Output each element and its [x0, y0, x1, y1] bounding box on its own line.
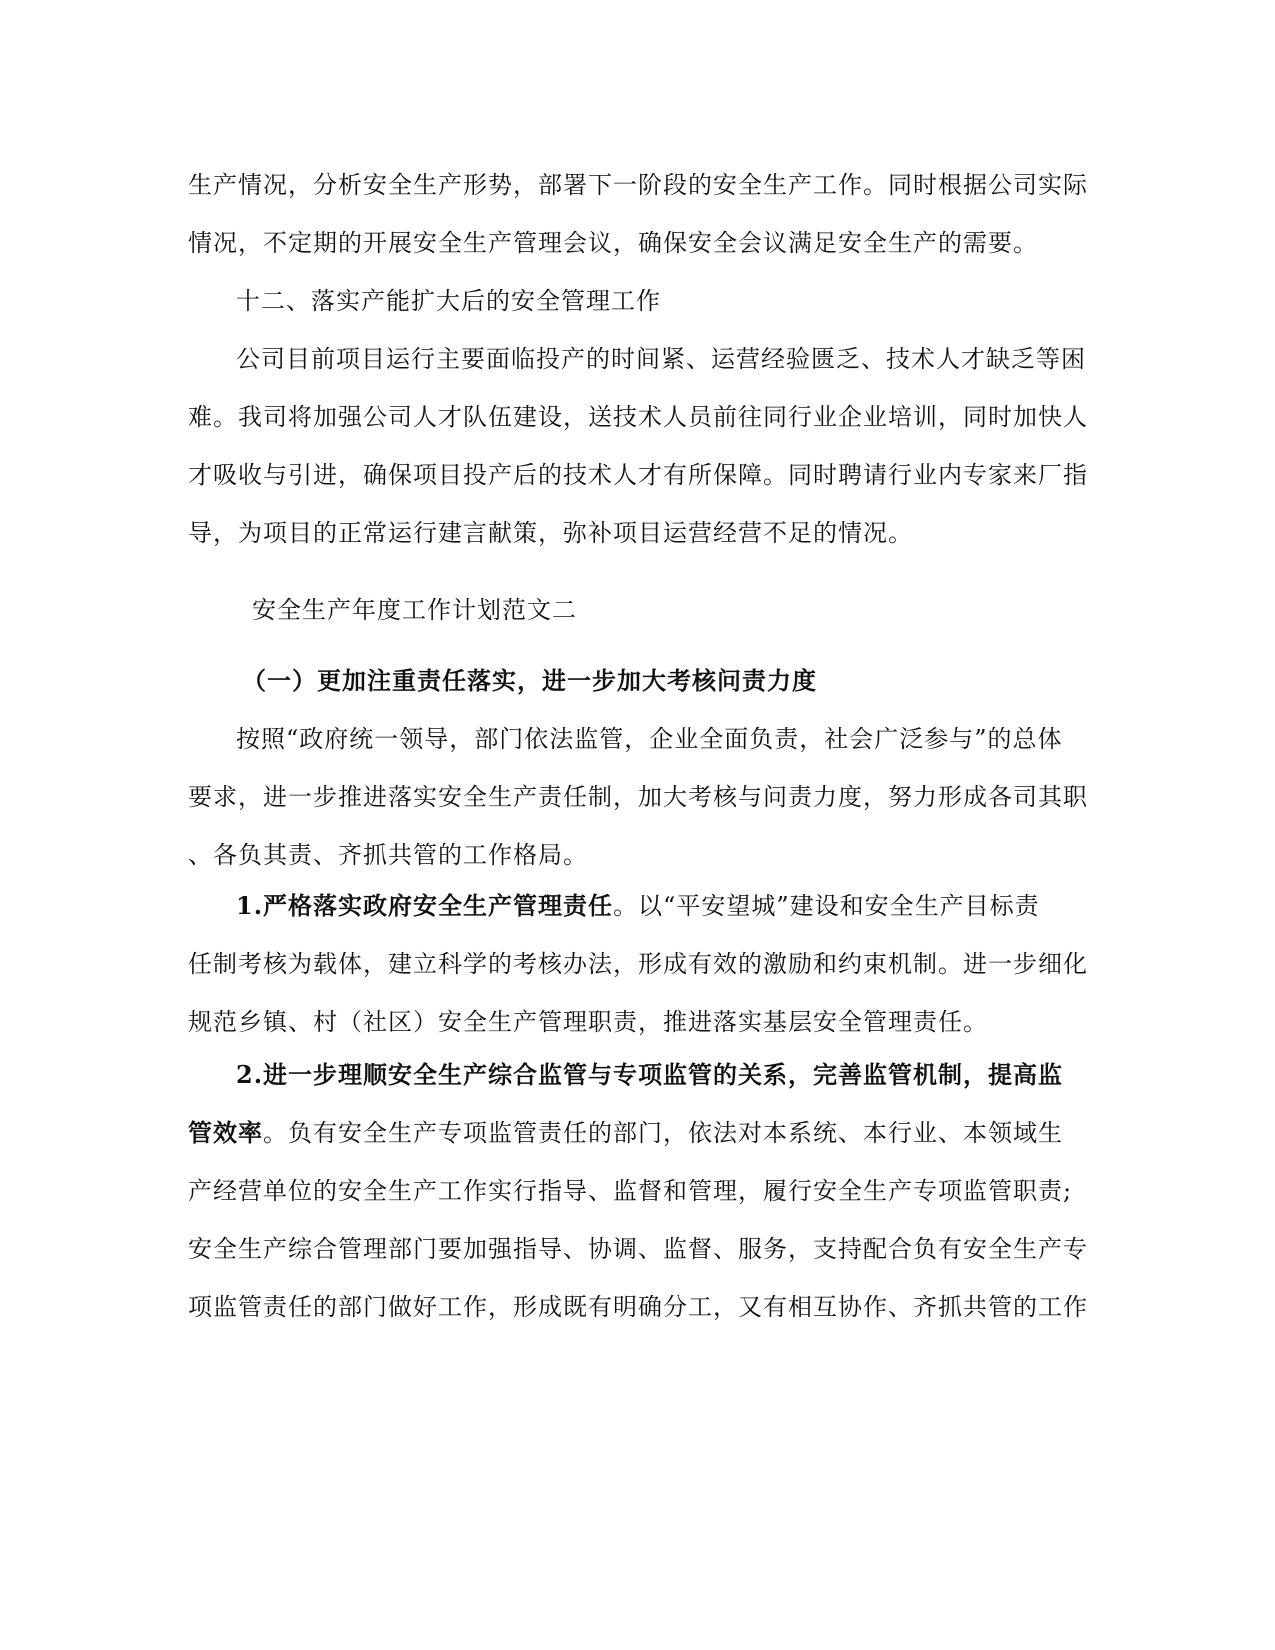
paragraph-requirements [188, 710, 1088, 884]
text-line: 生产情况，分析安全生产形势，部署下一阶段的安全生产工作。同时根据公司实际 [188, 171, 1088, 199]
text-line [188, 1104, 1088, 1162]
text-line: 公司目前项目运行主要面临投产的时间紧、运营经验匮乏、技术人才缺乏等困 [236, 345, 1086, 373]
item-lead-rest: 。负有安全生产专项监管责任的部门，依法对本系统、本行业、本领域生 [263, 1119, 1063, 1147]
item-lead-rest: 。以“平安望城”建设和安全生产目标责 [613, 892, 1040, 920]
item-lead-bold: 1.严格落实政府安全生产管理责任 [236, 891, 614, 920]
item-lead-bold: 2.进一步理顺安全生产综合监管与专项监管的关系，完善监管机制，提高监 [236, 1060, 1064, 1089]
section-heading-12 [188, 272, 1088, 330]
paragraph-continuation [188, 156, 1088, 272]
list-item-2 [188, 1046, 1088, 1336]
subsection-heading-text: （一）更加注重责任落实，进一步加大考核问责力度 [242, 666, 817, 695]
text-line: 导，为项目的正常运行建言献策，弥补项目运营经营不足的情况。 [188, 519, 913, 547]
section-title-text: 安全生产年度工作计划范文二 [252, 596, 577, 624]
text-line: 、各负其责、齐抓共管的工作格局。 [188, 841, 588, 869]
text-line: 规范乡镇、村（社区）安全生产管理职责，推进落实基层安全管理责任。 [188, 1008, 988, 1036]
text-line: 按照“政府统一领导，部门依法监管，企业全面负责，社会广泛参与”的总体 [236, 725, 1063, 753]
text-line: 情况，不定期的开展安全生产管理会议，确保安全会议满足安全生产的需要。 [188, 229, 1038, 257]
text-line: 要求，进一步推进落实安全生产责任制，加大考核与问责力度，努力形成各司其职 [188, 783, 1088, 811]
heading-text: 十二、落实产能扩大后的安全管理工作 [236, 287, 661, 315]
item-lead-bold-tail: 管效率 [188, 1118, 263, 1147]
text-line: 难。我司将加强公司人才队伍建设，送技术人员前往同行业企业培训，同时加快人 [188, 403, 1088, 431]
text-line [188, 877, 1088, 935]
text-line: 任制考核为载体，建立科学的考核办法，形成有效的激励和约束机制。进一步细化 [188, 950, 1088, 978]
text-line: 安全生产综合管理部门要加强指导、协调、监督、服务，支持配合负有安全生产专 [188, 1235, 1088, 1263]
text-line: 项监管责任的部门做好工作，形成既有明确分工，又有相互协作、齐抓共管的工作 [188, 1293, 1088, 1321]
document-section-title [188, 581, 1088, 639]
text-line: 才吸收与引进，确保项目投产后的技术人才有所保障。同时聘请行业内专家来厂指 [188, 461, 1088, 489]
list-item-1 [188, 877, 1088, 1051]
text-line: 产经营单位的安全生产工作实行指导、监督和管理，履行安全生产专项监管职责; [188, 1177, 1073, 1205]
paragraph-talent [188, 330, 1088, 562]
subsection-heading-1 [188, 652, 1088, 710]
